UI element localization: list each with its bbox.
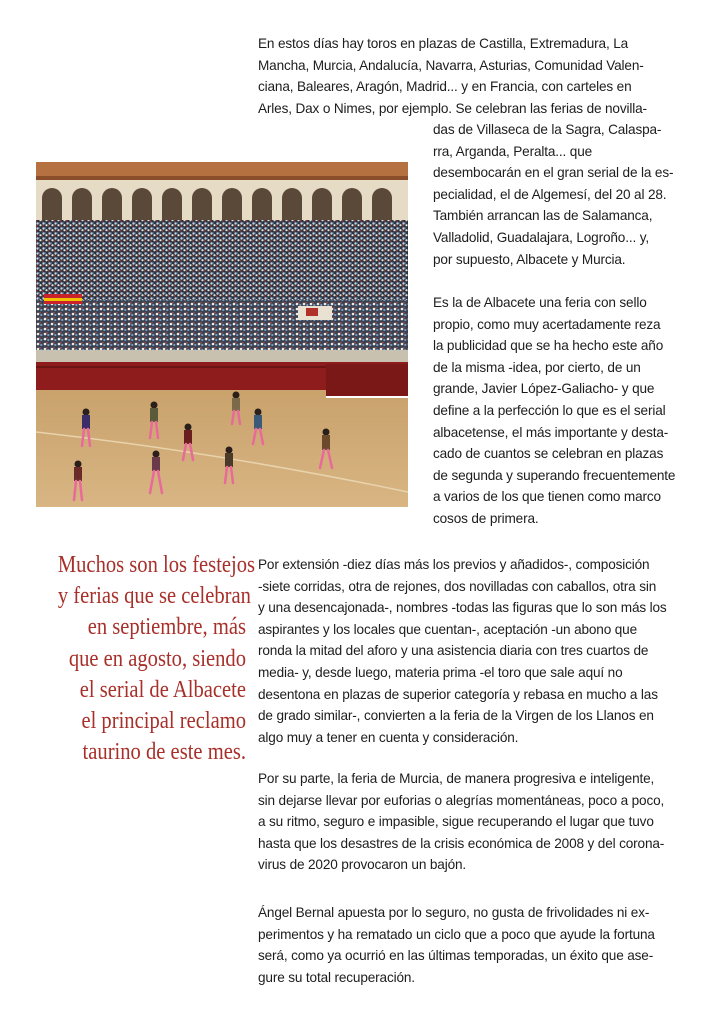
extension-paragraph-line: aspirantes y los locales que cuentan-, aceptación -un abono que (258, 621, 637, 637)
intro-paragraph-continued-line: pecialidad, el de Algemesí, del 20 al 28. (433, 186, 667, 202)
murcia-paragraph-line: Por su parte, la feria de Murcia, de manera progresiva e inteligente, (258, 771, 655, 786)
albacete-paragraph-line: cado de cuantos se celebran en plazas (433, 446, 664, 462)
intro-paragraph-line: Mancha, Murcia, Andalucía, Navarra, Asturias, Comunidad Valen- (258, 57, 644, 73)
pull-quote-line: taurino de este mes. (82, 738, 246, 766)
albacete-paragraph-line: de la misma -idea, por cierto, de un (433, 359, 641, 375)
albacete-paragraph-line: de segunda y superando frecuentemente (433, 467, 676, 483)
intro-paragraph-continued-line: Valladolid, Guadalajara, Logroño... y, (433, 230, 649, 245)
bernal-paragraph-line: gure su total recuperación. (258, 969, 415, 985)
extension-paragraph-line: algo muy a tener en cuenta y consideración. (258, 729, 519, 745)
bernal-paragraph-line: perimentos y ha rematado un ciclo que a poco que ayude la fortuna (258, 926, 655, 942)
albacete-paragraph-line: cosos de primera. (433, 511, 539, 526)
albacete-paragraph-line: a varios de los que tienen como marco (433, 489, 661, 505)
intro-paragraph-continued-line: rra, Arganda, Peralta... que (433, 143, 593, 159)
intro-paragraph-continued-line: También arrancan las de Salamanca, (433, 208, 653, 224)
extension-paragraph-line: desentona en plazas de superior categoría y rebasa en mucho a las (258, 686, 658, 702)
extension-paragraph-line: Por extensión -diez días más los previos y añadidos-, composición (258, 557, 650, 572)
murcia-paragraph-line: sin dejarse llevar por euforias o alegrías momentáneas, poco a poco, (258, 792, 665, 808)
albacete-paragraph-line: albacetense, el más importante y desta- (433, 424, 669, 440)
extension-paragraph-line: y una desencajonada-, nombres -todas las figuras que lo son más los (258, 600, 667, 616)
intro-paragraph-continued-line: das de Villaseca de la Sagra, Calaspa- (433, 122, 662, 137)
albacete-paragraph-line: Es la de Albacete una feria con sello (433, 295, 647, 310)
albacete-paragraph-line: grande, Javier López-Galiacho- y que (433, 381, 655, 397)
intro-paragraph-continued-line: por supuesto, Albacete y Murcia. (433, 251, 626, 267)
murcia-paragraph-line: virus de 2020 provocaron un bajón. (258, 857, 467, 873)
extension-paragraph-line: -siete corridas, otra de rejones, dos novilladas con caballos, otra sin (258, 578, 657, 594)
intro-paragraph-line: Arles, Dax o Nimes, por ejemplo. Se celebran las ferias de novilla- (258, 100, 647, 116)
bernal-paragraph-line: será, como ya ocurrió en las últimas temporadas, un éxito que ase- (258, 948, 654, 964)
extension-paragraph-line: de grado similar-, convierten a la feria de la Virgen de los Llanos en (258, 708, 654, 724)
albacete-paragraph-line: propio, como muy acertadamente reza (433, 316, 661, 332)
albacete-paragraph-line: define a la perfección lo que es el serial (433, 403, 666, 418)
albacete-paragraph-line: la publicidad que se ha hecho este año (433, 338, 664, 354)
intro-paragraph-continued-line: desembocarán en el gran serial de la es- (433, 165, 674, 181)
murcia-paragraph-line: a su ritmo, seguro e impasible, sigue recuperando el lugar que tuvo (258, 814, 654, 830)
pull-quote-line: el principal reclamo (81, 707, 247, 735)
pull-quote-line: Muchos son los festejos (57, 551, 256, 578)
intro-paragraph-line: ciana, Baleares, Aragón, Madrid... y en Francia, con carteles en (258, 79, 632, 95)
extension-paragraph-line: media- y, desde luego, materia prima -el toro que sale aquí no (258, 665, 623, 680)
pull-quote-line: en septiembre, más (87, 613, 246, 641)
intro-paragraph-line: En estos días hay toros en plazas de Castilla, Extremadura, La (258, 36, 629, 51)
pull-quote-line: que en agosto, siendo (68, 644, 246, 672)
extension-paragraph-line: ronda la mitad del aforo y una asistencia diaria con tres cuartos de (258, 643, 649, 659)
bullring-photo (36, 162, 408, 507)
pull-quote-line: y ferias que se celebran (57, 582, 251, 610)
pull-quote (57, 549, 256, 767)
pull-quote-line: el serial de Albacete (79, 675, 246, 703)
murcia-paragraph-line: hasta que los desastres de la crisis económica de 2008 y del corona- (258, 835, 665, 851)
bernal-paragraph-line: Ángel Bernal apuesta por lo seguro, no gusta de frivolidades ni ex- (258, 905, 650, 920)
